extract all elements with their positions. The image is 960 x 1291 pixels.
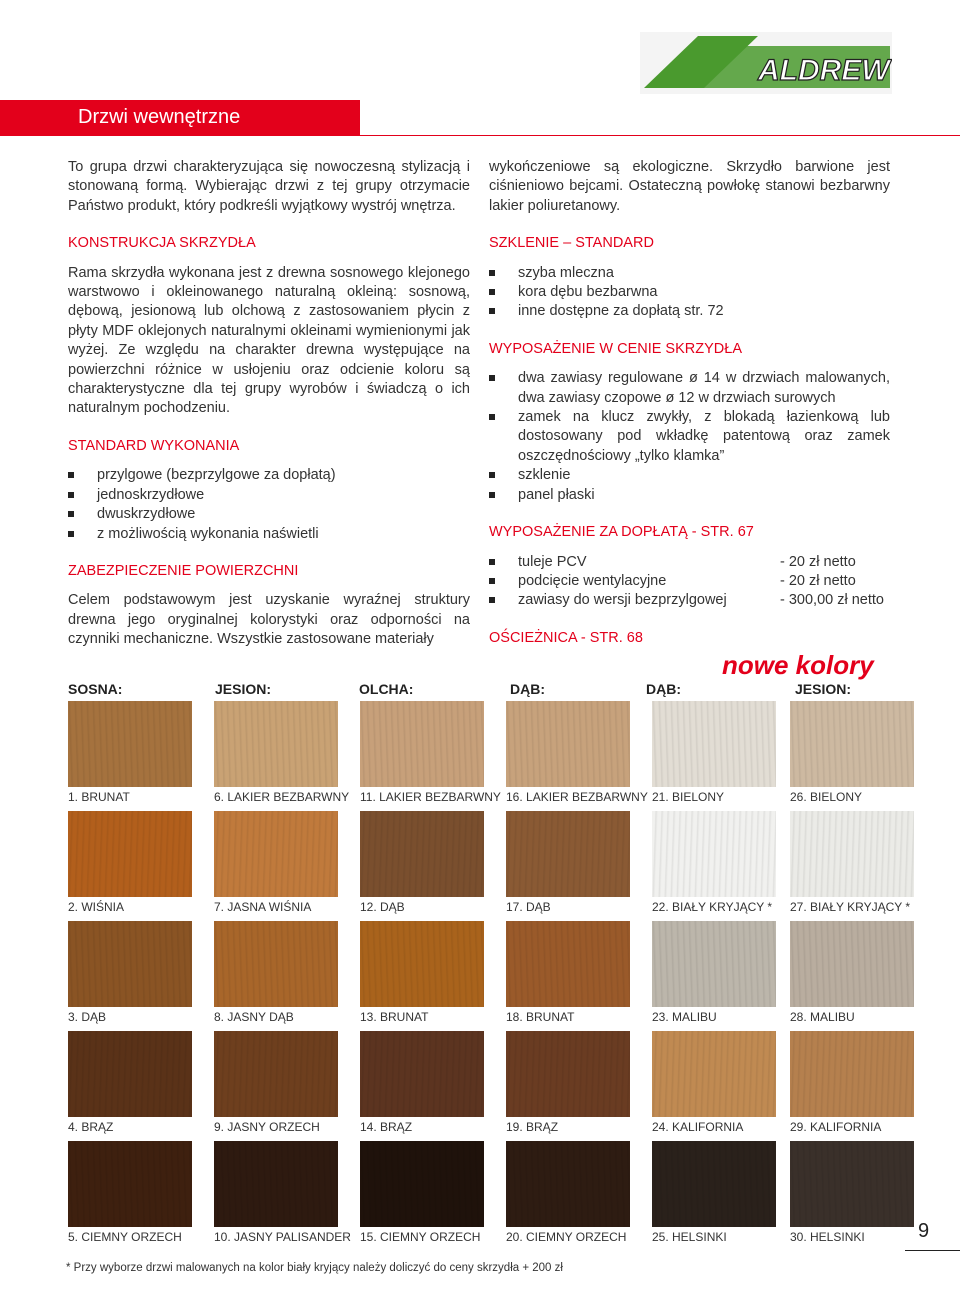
color-swatch (790, 1031, 914, 1117)
equipment-list (489, 369, 890, 505)
color-swatch (790, 701, 914, 787)
color-swatch (214, 811, 338, 897)
aldrew-logo (640, 32, 892, 94)
extra-item-price: - 20 zł netto (780, 553, 856, 570)
list-item: zamek na klucz zwykły, z blokadą łazienkową lub dostosowany pod wkładkę patentową oraz zamek oszczędnościowy „tylko klamka” (489, 408, 890, 466)
protection-heading: ZABEZPIECZENIE POWIERZCHNI (68, 562, 299, 579)
new-colors-label: nowe kolory (722, 650, 874, 680)
swatch-label: 25. HELSINKI (652, 1230, 727, 1244)
color-swatch (360, 701, 484, 787)
swatch-label: 27. BIAŁY KRYJĄCY * (790, 900, 911, 914)
continuation-text: wykończeniowe są ekologiczne. Skrzydło barwione jest ciśnieniowo bejcami. Ostateczną powłokę stanowi bezbarwny lakier poliuretanowy. (489, 159, 890, 214)
equipment-heading: WYPOSAŻENIE W CENIE SKRZYDŁA (489, 340, 742, 357)
extra-item-price: - 20 zł netto (780, 572, 856, 589)
color-swatch (652, 1141, 776, 1227)
color-swatch (68, 921, 192, 1007)
wood-header: DĄB: (646, 681, 681, 697)
swatch-label: 22. BIAŁY KRYJĄCY * (652, 900, 773, 914)
extra-item-name: zawiasy do wersji bezprzylgowej (518, 592, 727, 609)
color-swatch (214, 921, 338, 1007)
swatch-label: 9. JASNY ORZECH (214, 1120, 320, 1134)
swatch-label: 5. CIEMNY ORZECH (68, 1230, 182, 1244)
wood-header: SOSNA: (68, 681, 123, 697)
swatch-label: 12. DĄB (360, 900, 405, 914)
color-swatch (506, 921, 630, 1007)
extra-item-price: - 300,00 zł netto (780, 592, 884, 609)
color-swatch (652, 701, 776, 787)
list-item: inne dostępne za dopłatą str. 72 (489, 302, 890, 321)
swatch-label: 13. BRUNAT (360, 1010, 429, 1024)
title-band (0, 100, 360, 136)
swatch-label: 16. LAKIER BEZBARWNY (506, 790, 648, 804)
swatch-label: 11. LAKIER BEZBARWNY (360, 790, 501, 804)
list-item: z możliwością wykonania naświetli (68, 525, 470, 544)
list-item: kora dębu bezbarwna (489, 283, 890, 302)
frame-heading: OŚCIEŻNICA - STR. 68 (489, 629, 643, 646)
logo-wordmark: ALDREW (758, 54, 890, 87)
color-swatch (68, 811, 192, 897)
construction-text: Rama skrzydła wykonana jest z drewna sosnowego klejonego warstwowo i okleinowanego naturalną okleiną: sosnową, dębową, jesionową lub olchową z zastosowaniem płycin z płyty MDF oklejonych naturalnymi okleinami wymienionymi jak wyżej. Ze względu na charakter drewna występujące na powierzchni różnice w usłojeniu oraz odcienie koloru są charakterystyczne dla tej grupy wyrobów i świadczą o ich naturalnym pochodzeniu. (68, 264, 470, 417)
footnote: * Przy wyborze drzwi malowanych na kolor biały kryjący należy doliczyć do ceny skrzydła + 200 zł (66, 1262, 563, 1274)
standard-heading: STANDARD WYKONANIA (68, 437, 240, 454)
color-swatch (790, 921, 914, 1007)
swatch-label: 8. JASNY DĄB (214, 1010, 294, 1024)
extra-heading: WYPOSAŻENIE ZA DOPŁATĄ - STR. 67 (489, 524, 754, 541)
color-swatch (506, 701, 630, 787)
color-swatch (214, 1141, 338, 1227)
extra-item-name: tuleje PCV (518, 553, 587, 570)
swatch-label: 28. MALIBU (790, 1010, 855, 1024)
swatch-label: 29. KALIFORNIA (790, 1120, 882, 1134)
color-swatch (652, 811, 776, 897)
color-swatch (652, 1031, 776, 1117)
glazing-list (489, 264, 890, 322)
glazing-heading: SZKLENIE – STANDARD (489, 235, 654, 252)
list-item: dwuskrzydłowe (68, 505, 470, 524)
color-swatch (360, 811, 484, 897)
swatch-label: 6. LAKIER BEZBARWNY (214, 790, 350, 804)
protection-text: Celem podstawowym jest uzyskanie wyraźnej struktury drewna jego oryginalnej kolorystyki oraz odporności na czynniki mechaniczne. Wszystkie zastosowane materiały (68, 592, 470, 648)
color-swatch (790, 811, 914, 897)
swatch-label: 14. BRĄZ (360, 1120, 413, 1134)
swatch-label: 21. BIELONY (652, 790, 725, 804)
list-item: przylgowe (bezprzylgowe za dopłatą) (68, 466, 470, 485)
swatch-label: 2. WIŚNIA (68, 900, 125, 914)
color-swatch (506, 1141, 630, 1227)
title-rule (0, 135, 960, 136)
wood-header: OLCHA: (359, 681, 414, 697)
swatch-label: 4. BRĄZ (68, 1120, 114, 1134)
extra-item (489, 553, 890, 572)
extra-item (489, 572, 890, 591)
wood-header: JESION: (215, 681, 272, 697)
swatch-label: 19. BRĄZ (506, 1120, 559, 1134)
swatch-label: 24. KALIFORNIA (652, 1120, 744, 1134)
swatch-label: 10. JASNY PALISANDER (214, 1230, 351, 1244)
swatch-label: 20. CIEMNY ORZECH (506, 1230, 627, 1244)
color-swatch (68, 1031, 192, 1117)
color-swatch (652, 921, 776, 1007)
color-swatch (360, 1031, 484, 1117)
swatch-label: 15. CIEMNY ORZECH (360, 1230, 481, 1244)
page-number: 9 (918, 1220, 930, 1242)
color-swatch (68, 701, 192, 787)
swatch-label: 17. DĄB (506, 900, 551, 914)
color-swatch (506, 811, 630, 897)
page-title: Drzwi wewnętrzne (78, 106, 241, 128)
standard-list (68, 466, 470, 544)
page-number-rule (905, 1250, 960, 1251)
color-swatch (360, 1141, 484, 1227)
extra-item (489, 591, 890, 610)
swatch-label: 26. BIELONY (790, 790, 863, 804)
swatch-label: 18. BRUNAT (506, 1010, 575, 1024)
extra-list (489, 553, 890, 611)
color-swatch (506, 1031, 630, 1117)
left-column (68, 158, 470, 650)
list-item: jednoskrzydłowe (68, 486, 470, 505)
list-item: dwa zawiasy regulowane ø 14 w drzwiach malowanych, dwa zawiasy czopowe ø 12 w drzwiach surowych (489, 369, 890, 408)
list-item: szyba mleczna (489, 264, 890, 283)
color-swatch (214, 701, 338, 787)
color-swatch (214, 1031, 338, 1117)
swatch-label: 1. BRUNAT (68, 790, 130, 804)
construction-heading: KONSTRUKCJA SKRZYDŁA (68, 235, 256, 252)
right-column (489, 158, 890, 648)
extra-item-name: podcięcie wentylacyjne (518, 572, 667, 589)
wood-header: JESION: (795, 681, 852, 697)
list-item: szklenie (489, 466, 890, 485)
swatch-label: 23. MALIBU (652, 1010, 717, 1024)
swatch-label: 7. JASNA WIŚNIA (214, 900, 312, 914)
color-swatch (360, 921, 484, 1007)
color-swatch (790, 1141, 914, 1227)
color-swatch (68, 1141, 192, 1227)
swatch-label: 30. HELSINKI (790, 1230, 865, 1244)
list-item: panel płaski (489, 486, 890, 505)
intro-text: To grupa drzwi charakteryzująca się nowoczesną stylizacją i stonowaną formą. Wybierając drzwi z tej grupy otrzymacie Państwo produkt, który podkreśli wyjątkowy wystrój wnętrza. (68, 159, 470, 214)
swatch-label: 3. DĄB (68, 1010, 107, 1024)
wood-header: DĄB: (510, 681, 545, 697)
